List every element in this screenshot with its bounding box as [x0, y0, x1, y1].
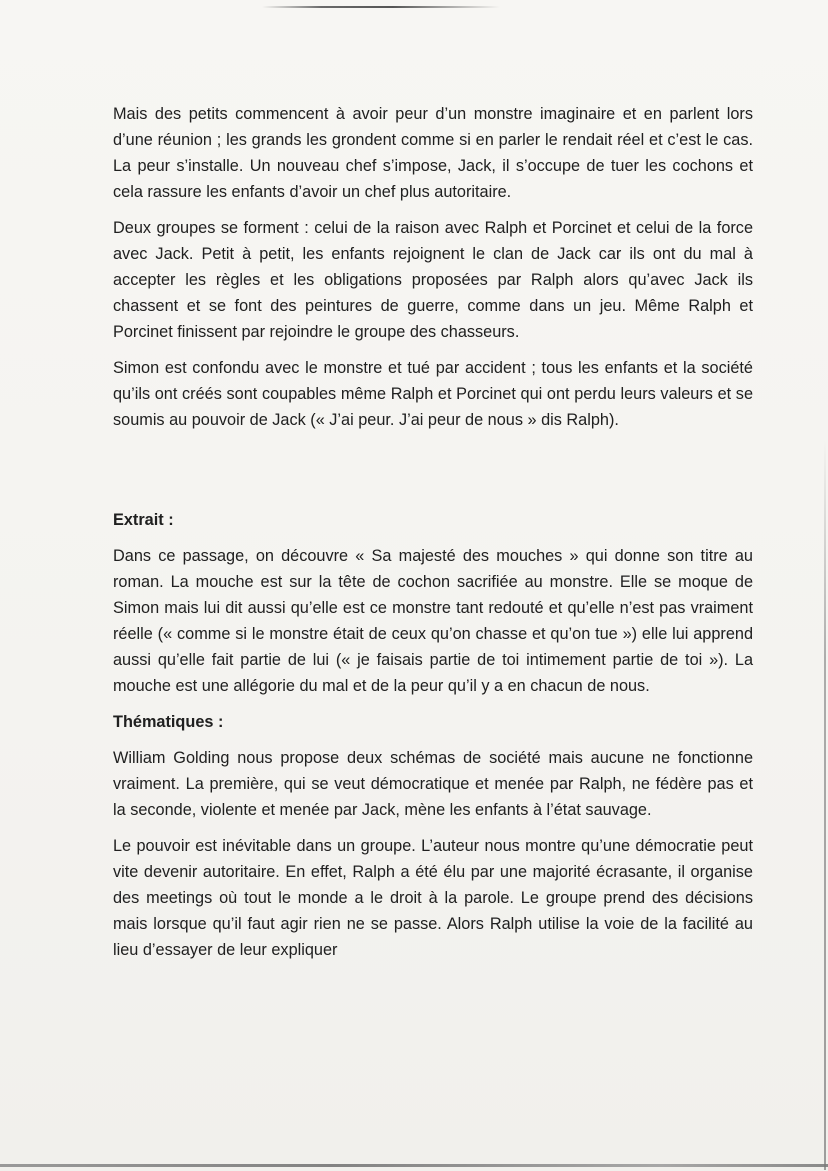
heading-thematiques: Thématiques :	[113, 713, 224, 731]
blank-space	[113, 443, 753, 507]
document-body	[113, 101, 753, 973]
paragraph-deux-groupes: Deux groupes se forment : celui de la raison avec Ralph et Porcinet et celui de la force avec Jack. Petit à petit, les enfants rejoignent le clan de Jack car ils ont du mal à accepter les règles et les obligations proposées par Ralph alors qu’avec Jack ils chassent et se font des peintures de guerre, comme dans un jeu. Même Ralph et Porcinet finissent par rejoindre le groupe des chasseurs.	[113, 219, 753, 341]
page-top-edge-shadow	[262, 6, 500, 8]
paragraph-thematiques-societe: William Golding nous propose deux schémas de société mais aucune ne fonctionne vraiment. La première, qui se veut démocratique et menée par Ralph, ne fédère pas et la seconde, violente et menée par Jack, mène les enfants à l’état sauvage.	[113, 749, 753, 819]
paragraph-thematiques-pouvoir: Le pouvoir est inévitable dans un groupe. L’auteur nous montre qu’une démocratie peut vite devenir autoritaire. En effet, Ralph a été élu par une majorité écrasante, il organise des meetings où tout le monde a le droit à la parole. Le groupe prend des décisions mais lorsque qu’il faut agir rien ne se passe. Alors Ralph utilise la voie de la facilité au lieu d’essayer de leur expliquer	[113, 837, 753, 959]
page-right-edge-shadow	[824, 440, 826, 1170]
paragraph-extrait: Dans ce passage, on découvre « Sa majesté des mouches » qui donne son titre au roman. La mouche est sur la tête de cochon sacrifiée au monstre. Elle se moque de Simon mais lui dit aussi qu’elle est ce monstre tant redouté et qu’elle n’est pas vraiment réelle (« comme si le monstre était de ceux qu’on chasse et qu’on tue ») elle lui apprend aussi qu’elle fait partie de lui (« je faisais partie de toi intimement partie de toi »). La mouche est une allégorie du mal et de la peur qu’il y a en chacun de nous.	[113, 547, 753, 695]
paragraph-simon: Simon est confondu avec le monstre et tué par accident ; tous les enfants et la société qu’ils ont créés sont coupables même Ralph et Porcinet qui ont perdu leurs valeurs et se soumis au pouvoir de Jack (« J’ai peur. J’ai peur de nous » dis Ralph).	[113, 359, 753, 429]
page-bottom-edge-shadow	[0, 1164, 828, 1167]
heading-extrait: Extrait :	[113, 511, 174, 529]
paragraph-monstre: Mais des petits commencent à avoir peur d’un monstre imaginaire et en parlent lors d’une réunion ; les grands les grondent comme si en parler le rendait réel et c’est le cas. La peur s’installe. Un nouveau chef s’impose, Jack, il s’occupe de tuer les cochons et cela rassure les enfants d’avoir un chef plus autoritaire.	[113, 105, 753, 201]
